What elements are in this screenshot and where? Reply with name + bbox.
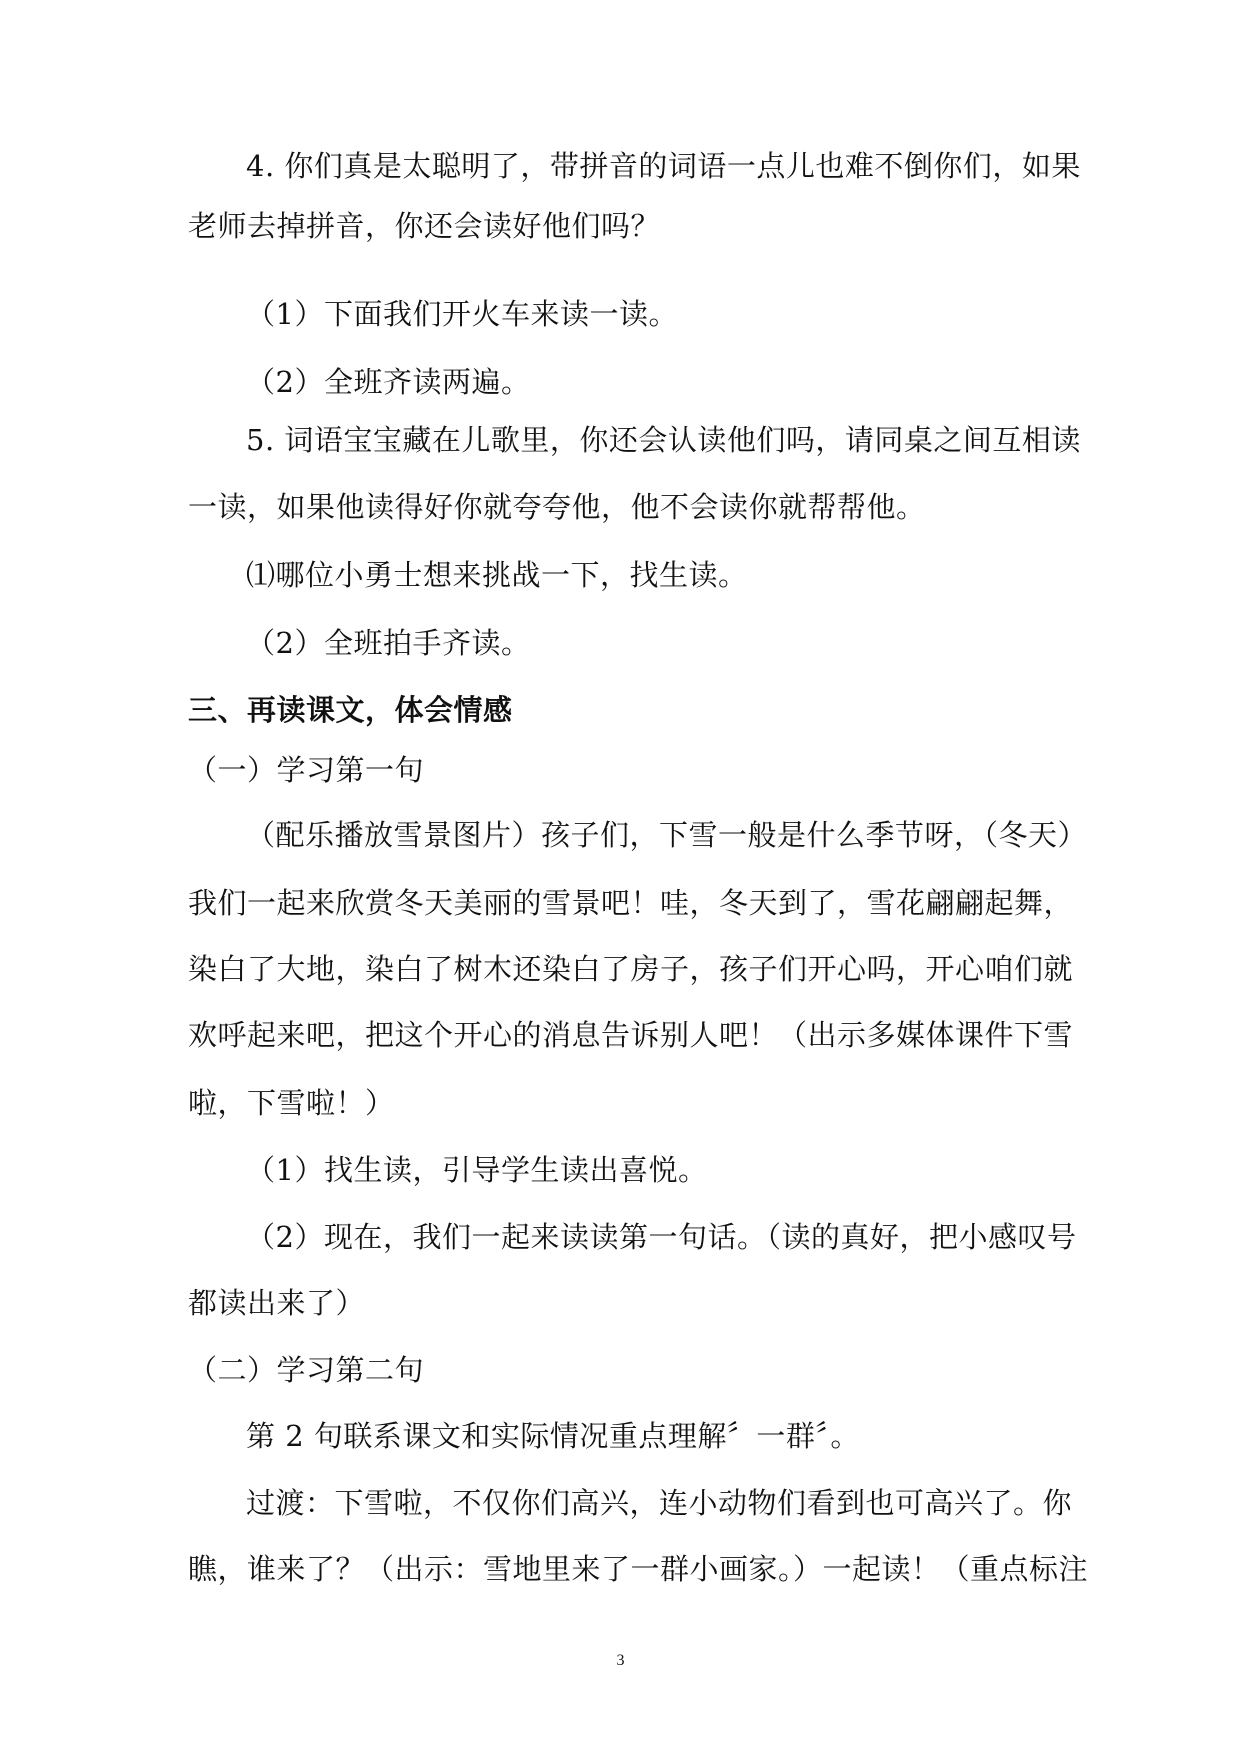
paragraph-line-15: （2）现在，我们一起来读读第一句话。（读的真好，把小感叹号 bbox=[246, 1220, 1077, 1254]
paragraph-line-16: 都读出来了） bbox=[188, 1286, 366, 1320]
paragraph-line-4: （2）全班齐读两遍。 bbox=[246, 365, 531, 399]
paragraph-line-18: 过渡：下雪啦，不仅你们高兴，连小动物们看到也可高兴了。你 bbox=[246, 1486, 1073, 1520]
paragraph-line-13: 啦，下雪啦！） bbox=[188, 1086, 395, 1120]
subsection-heading-2: （二）学习第二句 bbox=[188, 1353, 425, 1387]
paragraph-line-2: 老师去掉拼音，你还会读好他们吗？ bbox=[188, 209, 661, 243]
page-number: 3 bbox=[616, 1652, 625, 1669]
paragraph-line-11: 染白了大地，染白了树木还染白了房子，孩子们开心吗，开心咱们就 bbox=[188, 952, 1074, 986]
paragraph-line-7: ⑴哪位小勇士想来挑战一下，找生读。 bbox=[246, 558, 748, 592]
paragraph-line-8: （2）全班拍手齐读。 bbox=[246, 626, 531, 660]
paragraph-line-17: 第 2 句联系课文和实际情况重点理解〞一群〞。 bbox=[246, 1419, 860, 1453]
paragraph-line-9: （配乐播放雪景图片）孩子们，下雪一般是什么季节呀，（冬天） bbox=[246, 818, 1088, 852]
subsection-heading-1: （一）学习第一句 bbox=[188, 753, 425, 787]
paragraph-line-5: 5. 词语宝宝藏在儿歌里，你还会认读他们吗，请同桌之间互相读 bbox=[246, 423, 1081, 457]
paragraph-line-6: 一读，如果他读得好你就夸夸他，他不会读你就帮帮他。 bbox=[188, 490, 926, 524]
paragraph-line-1: 4. 你们真是太聪明了，带拼音的词语一点儿也难不倒你们，如果 bbox=[246, 149, 1081, 183]
paragraph-line-12: 欢呼起来吧，把这个开心的消息告诉别人吧！（出示多媒体课件下雪 bbox=[188, 1018, 1074, 1052]
paragraph-line-14: （1）找生读，引导学生读出喜悦。 bbox=[246, 1153, 708, 1187]
paragraph-line-3: （1）下面我们开火车来读一读。 bbox=[246, 297, 678, 331]
paragraph-line-19: 瞧，谁来了？（出示：雪地里来了一群小画家。）一起读！（重点标注 bbox=[188, 1552, 1089, 1586]
paragraph-line-10: 我们一起来欣赏冬天美丽的雪景吧！哇，冬天到了，雪花翩翩起舞， bbox=[188, 886, 1074, 920]
section-heading: 三、再读课文，体会情感 bbox=[188, 693, 513, 727]
